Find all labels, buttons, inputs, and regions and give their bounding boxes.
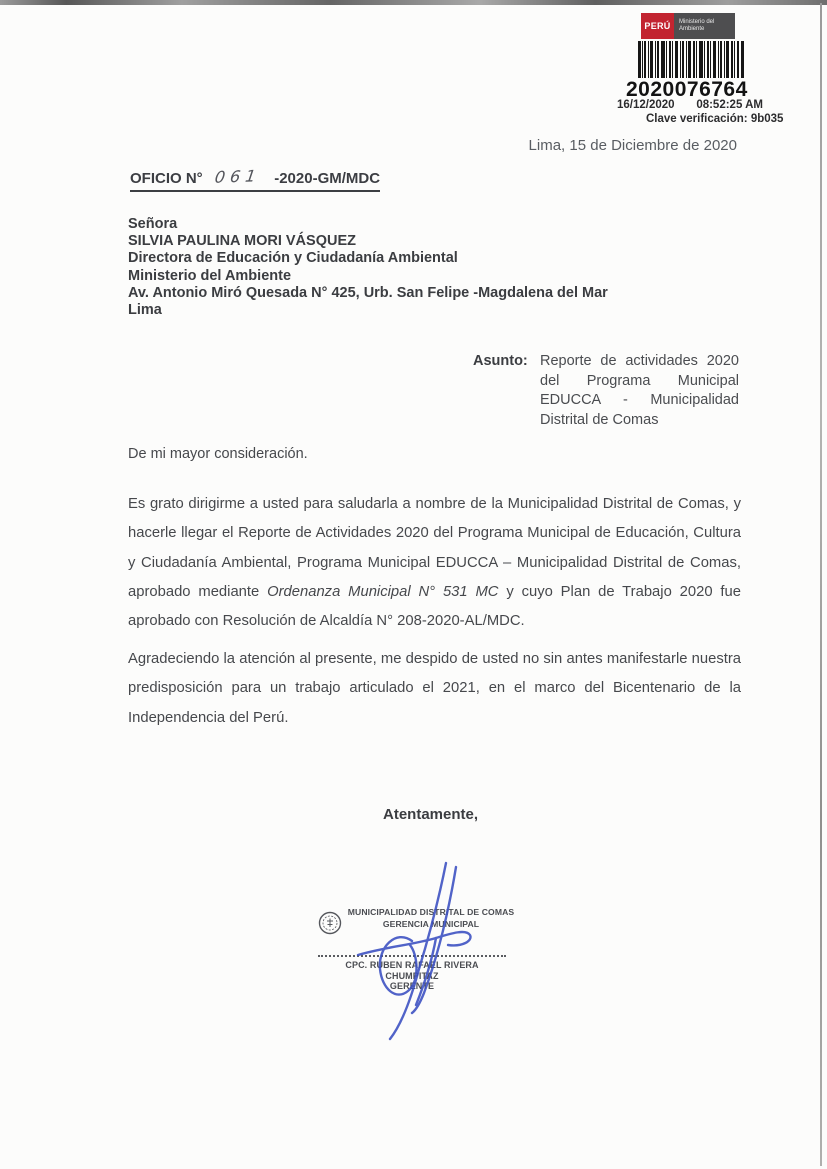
scan-edge-artifact-right <box>820 3 822 1166</box>
barcode-number: 2020076764 <box>626 78 748 101</box>
ministry-logo <box>641 13 735 39</box>
recipient-salutation: Señora <box>128 216 178 232</box>
subject-block <box>473 352 739 430</box>
body-paragraph-1 <box>128 490 741 636</box>
signer-role: GERENTE <box>389 981 435 991</box>
recipient-institution: Ministerio del Ambiente <box>128 267 292 284</box>
letter-city-date: Lima, 15 de Diciembre de 2020 <box>528 137 737 154</box>
body-paragraph-2: Agradeciendo la atención al presente, me despido de usted no sin antes manifestarle nuestra predisposición para un trabajo articulado el 2021, en el marco del Bicentenario de la Independencia del Perú. <box>128 651 741 726</box>
closing-line: Atentamente, <box>383 806 479 823</box>
subject-label: Asunto: <box>473 353 528 369</box>
stamp-entity-name: MUNICIPALIDAD DISTRITAL DE COMAS <box>347 907 515 917</box>
paragraph1-part2: y cuyo Plan de Trabajo 2020 fue aprobado con Resolución de Alcaldía N° 208-2020-AL/MDC. <box>128 583 741 630</box>
recipient-address: Av. Antonio Miró Quesada N° 425, Urb. San Felipe -Magdalena del Mar <box>128 284 608 301</box>
ministry-logo-label: Ministerio del Ambiente <box>674 13 735 39</box>
recipient-city: Lima <box>128 302 162 319</box>
reception-date: 16/12/2020 <box>617 99 675 111</box>
paragraph1-part1: Es grato dirigirme a usted para saludarla a nombre de la Municipalidad Distrital de Comas, y hacerle llegar el Reporte de Actividades 2020 del Programa Municipal de Educación, Cultura y Ciudadanía Ambiental, Programa Municipal EDUCCA – Municipalidad Distrital de Comas, aprobado mediante <box>128 496 741 600</box>
reception-datetime <box>617 99 763 111</box>
handwritten-signature <box>340 855 500 1045</box>
peru-logo-icon: PERÚ <box>641 13 674 39</box>
oficio-prefix: OFICIO N° <box>130 170 203 187</box>
recipient-title: Directora de Educación y Ciudadanía Ambiental <box>128 250 458 267</box>
oficio-handwritten-number: 061 <box>213 166 262 187</box>
oficio-reference-line <box>130 168 380 192</box>
stamp-office-name: GERENCIA MUNICIPAL <box>382 918 480 929</box>
verification-code: Clave verificación: 9b035 <box>646 113 784 125</box>
reception-time: 08:52:25 AM <box>696 99 763 111</box>
municipal-seal-icon <box>318 911 342 935</box>
stamp-signature-block <box>318 955 506 992</box>
signer-name: CPC. RUBEN RAFAEL RIVERA CHUMPITAZ <box>345 960 479 981</box>
recipient-block <box>128 216 688 319</box>
greeting-line: De mi mayor consideración. <box>128 446 308 462</box>
barcode-icon <box>638 41 744 78</box>
oficio-suffix: -2020-GM/MDC <box>274 170 381 187</box>
stamp-header <box>344 907 518 930</box>
scan-edge-artifact-top <box>0 0 827 5</box>
subject-text: Reporte de actividades 2020 del Programa Municipal EDUCCA - Municipalidad Distrital de Comas <box>540 353 739 428</box>
paragraph1-ordinance-italic: Ordenanza Municipal N° 531 MC <box>267 583 499 600</box>
recipient-name: SILVIA PAULINA MORI VÁSQUEZ <box>128 233 356 250</box>
